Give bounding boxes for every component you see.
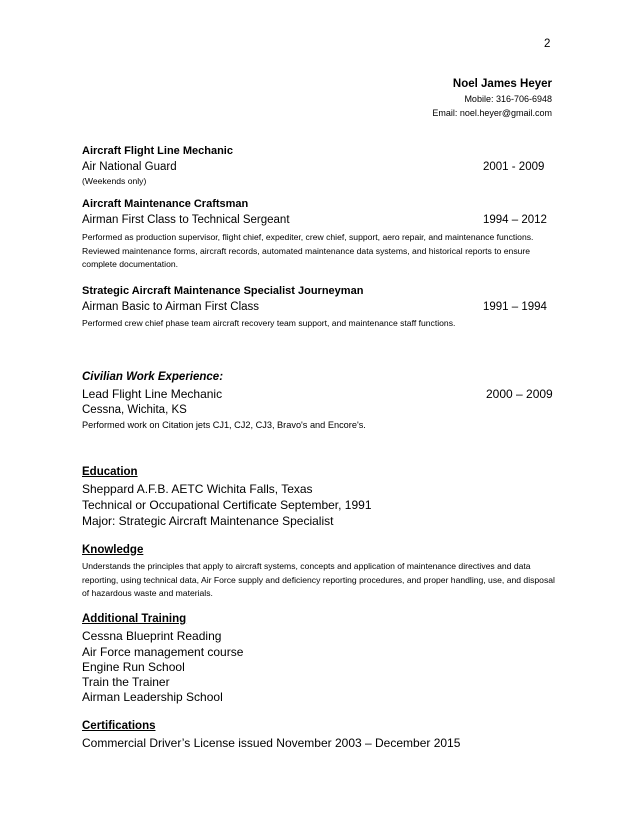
training-item: Cessna Blueprint Reading — [82, 629, 222, 643]
training-item: Engine Run School — [82, 660, 185, 674]
job-dates: 1994 – 2012 — [483, 214, 547, 226]
section-heading: Additional Training — [82, 613, 187, 625]
training-item: Air Force management course — [82, 645, 244, 659]
certification-item: Commercial Driver’s License issued November 2003 – December 2015 — [82, 736, 461, 750]
contact-email: Email: noel.heyer@gmail.com — [432, 108, 552, 118]
job-title: Aircraft Flight Line Mechanic — [82, 145, 233, 157]
job-description: Performed crew chief phase team aircraft recovery team support, and maintenance staff functions. — [82, 318, 456, 328]
knowledge-text: Understands the principles that apply to aircraft systems, concepts and application of maintenance directives and data reporting, using technical data, Air Force supply and deficiency reporting procedures, and proper handling, use, and disposal of hazardous waste and materials. — [82, 561, 555, 598]
job-rank: Airman First Class to Technical Sergeant — [82, 214, 290, 226]
job-description: Performed work on Citation jets CJ1, CJ2, CJ3, Bravo's and Encore's. — [82, 420, 366, 430]
education-line: Major: Strategic Aircraft Maintenance Specialist — [82, 514, 334, 528]
training-item: Train the Trainer — [82, 675, 170, 689]
section-heading: Certifications — [82, 720, 156, 732]
training-item: Airman Leadership School — [82, 690, 223, 704]
section-heading: Civilian Work Experience: — [82, 371, 224, 383]
company: Cessna, Wichita, KS — [82, 404, 187, 416]
contact-name: Noel James Heyer — [452, 78, 552, 90]
job-title: Strategic Aircraft Maintenance Specialist Journeyman — [82, 285, 364, 297]
section-heading: Education — [82, 466, 138, 478]
job-organization: Air National Guard — [82, 161, 177, 173]
page-number: 2 — [544, 38, 551, 50]
education-line: Sheppard A.F.B. AETC Wichita Falls, Texas — [82, 482, 313, 496]
job-title: Aircraft Maintenance Craftsman — [82, 198, 249, 210]
contact-mobile: Mobile: 316-706-6948 — [464, 94, 552, 104]
job-note: (Weekends only) — [82, 176, 147, 186]
section-heading: Knowledge — [82, 544, 144, 556]
education-line: Technical or Occupational Certificate September, 1991 — [82, 498, 372, 512]
job-title: Lead Flight Line Mechanic — [82, 387, 223, 401]
job-description: Performed as production supervisor, flight chief, expediter, crew chief, support, aero repair, and maintenance functions. Reviewed maintenance forms, aircraft records, automated maintenance data systems, and historical reports to ensure complete documentation. — [82, 232, 534, 269]
job-dates: 2001 - 2009 — [483, 161, 545, 173]
job-dates: 1991 – 1994 — [483, 301, 547, 313]
job-rank: Airman Basic to Airman First Class — [82, 301, 260, 313]
job-dates: 2000 – 2009 — [486, 387, 553, 401]
